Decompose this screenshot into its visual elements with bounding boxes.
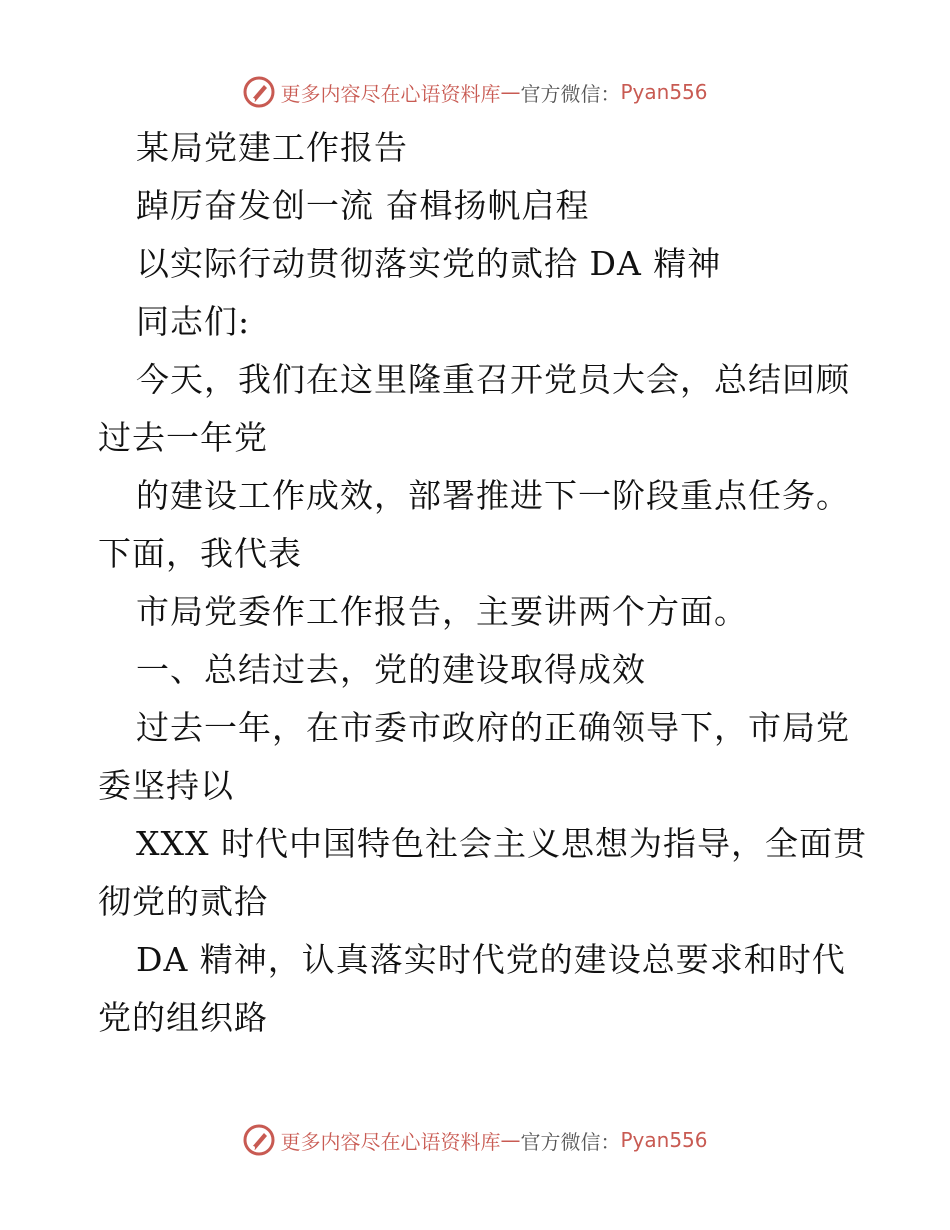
pen-logo-icon [242, 75, 276, 109]
greeting: 同志们: [136, 302, 251, 341]
doc-title: 某局党建工作报告 [136, 128, 408, 167]
watermark-text: 更多内容尽在心语资料库 [280, 1129, 501, 1154]
paragraph-line: 的建设工作成效，部署推进下一阶段重点任务。 [136, 476, 850, 515]
watermark-text: 更多内容尽在心语资料库 [280, 81, 501, 106]
footer-watermark [0, 1120, 950, 1160]
paragraph-line: 过去一年党 [98, 418, 268, 457]
paragraph-line: DA 精神，认真落实时代党的建设总要求和时代 [136, 940, 846, 979]
paragraph-line: 过去一年，在市委市政府的正确领导下，市局党 [136, 708, 850, 747]
watermark-label: 官方微信： [520, 1129, 621, 1154]
doc-subtitle-2: 以实际行动贯彻落实党的贰拾 DA 精神 [136, 244, 722, 283]
header-watermark [0, 72, 950, 112]
watermark-id: Pyan556 [620, 80, 708, 104]
paragraph-line: 彻党的贰拾 [98, 882, 268, 921]
doc-subtitle: 踔厉奋发创一流 奋楫扬帆启程 [136, 186, 590, 225]
watermark-dash: — [500, 1128, 521, 1152]
watermark-id: Pyan556 [620, 1128, 708, 1152]
watermark-label: 官方微信： [520, 81, 621, 106]
section-heading: 一、总结过去，党的建设取得成效 [136, 650, 646, 689]
watermark-dash: — [500, 80, 521, 104]
paragraph-line: 市局党委作工作报告，主要讲两个方面。 [136, 592, 748, 631]
paragraph-line: 党的组织路 [98, 998, 268, 1037]
pen-logo-icon [242, 1123, 276, 1157]
paragraph-line: 下面，我代表 [98, 534, 302, 573]
paragraph-line: 委坚持以 [98, 766, 234, 805]
paragraph-line: XXX 时代中国特色社会主义思想为指导，全面贯 [136, 824, 867, 863]
paragraph-line: 今天，我们在这里隆重召开党员大会，总结回顾 [136, 360, 850, 399]
